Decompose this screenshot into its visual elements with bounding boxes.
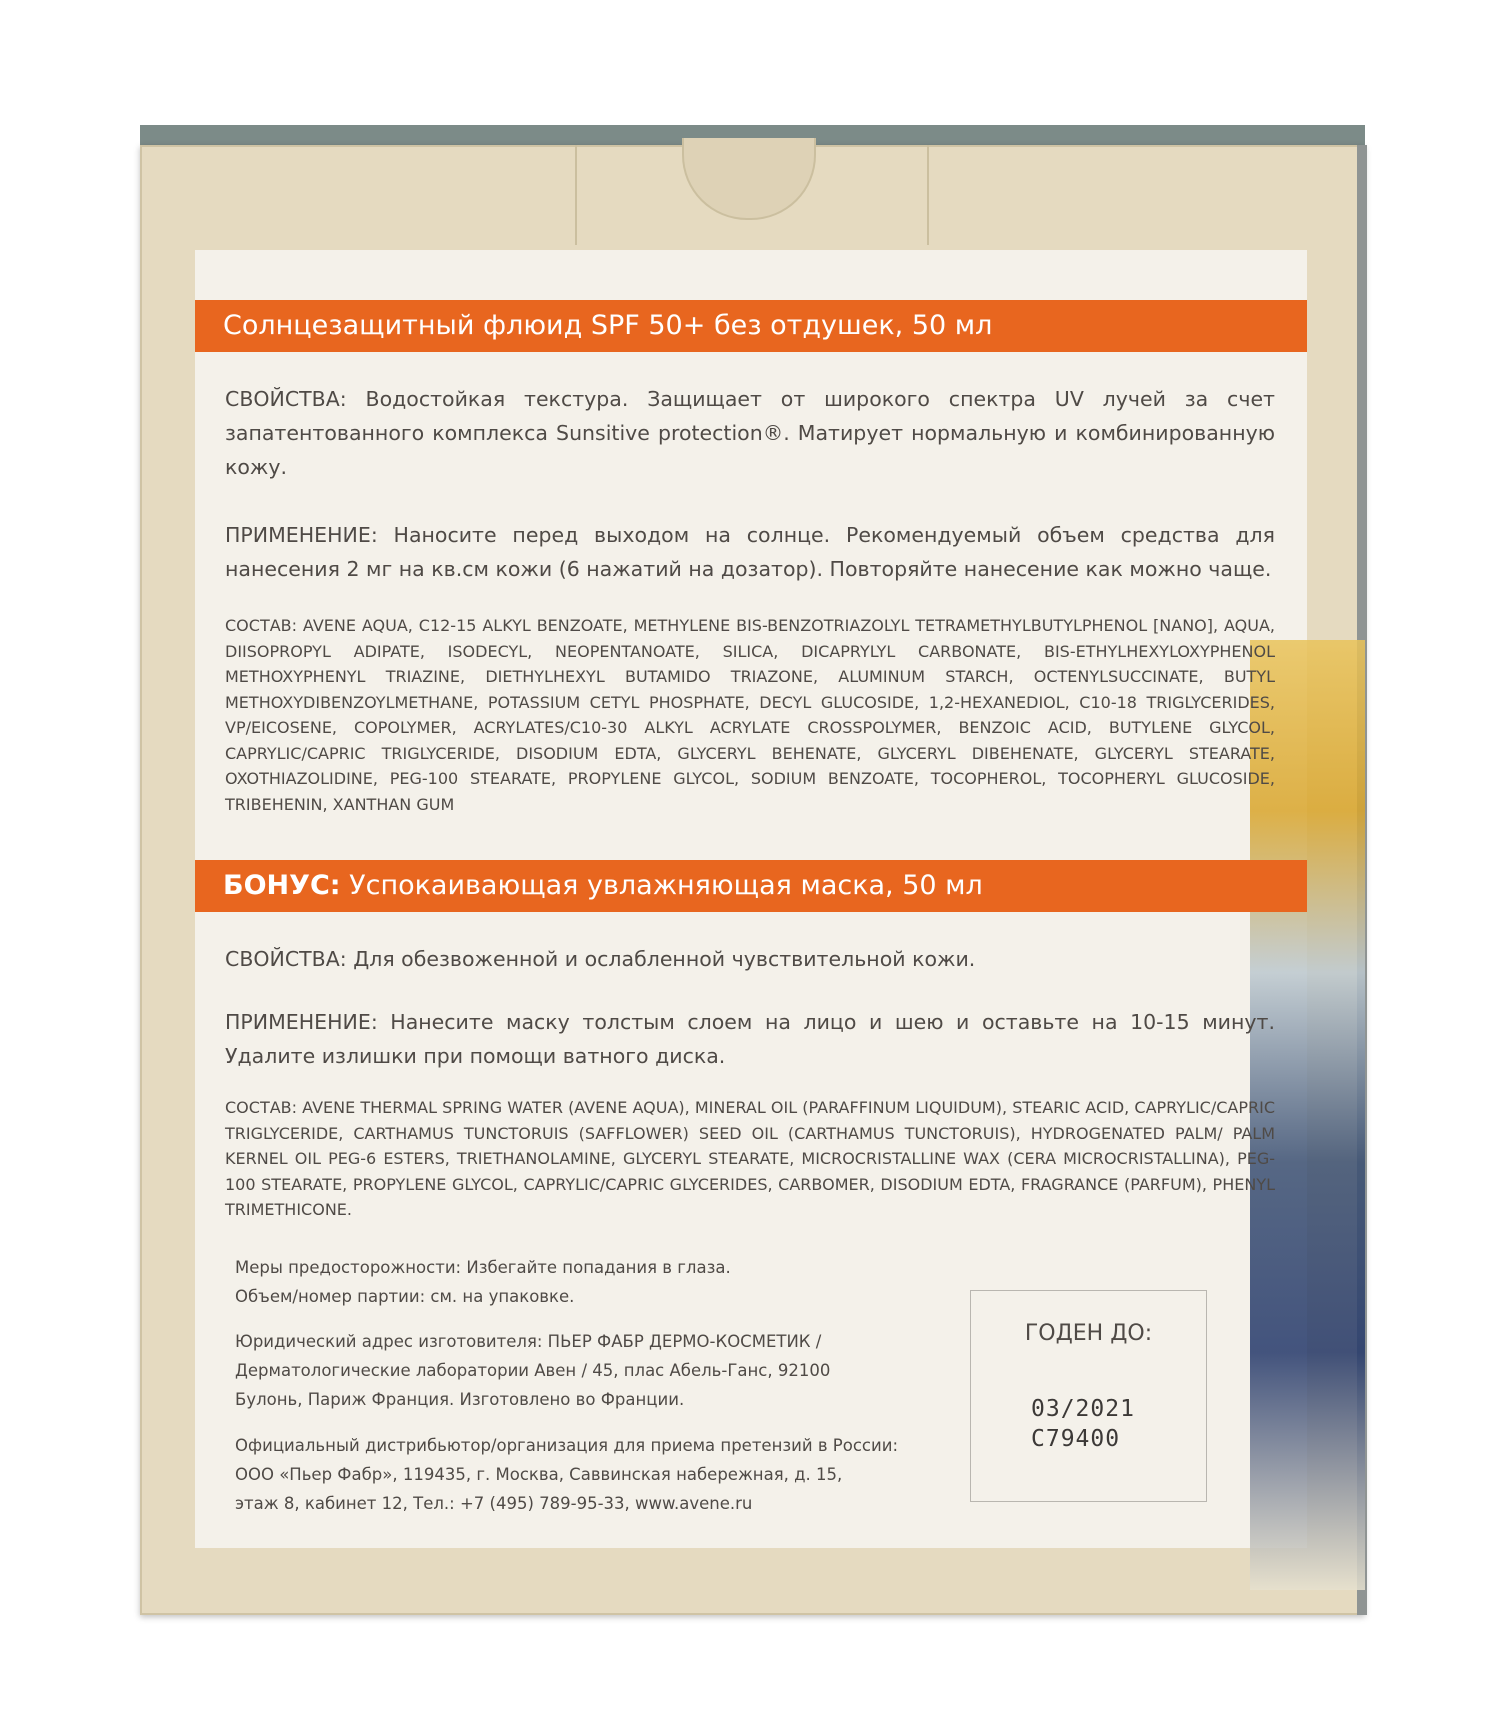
properties-text-2: СВОЙСТВА: Для обезвоженной и ослабленной чувствительной кожи. (225, 947, 976, 971)
bonus-prefix: БОНУС: (223, 870, 341, 901)
expiry-title: ГОДЕН ДО: (1024, 1321, 1153, 1346)
precautions-line-1: Меры предосторожности: Избегайте попадания в глаза. (235, 1258, 731, 1277)
product-title-band (195, 300, 1307, 352)
distributor-line-3: этаж 8, кабинет 12, Тел.: +7 (495) 789-95-33, www.avene.ru (235, 1494, 753, 1513)
address-line-2: Дерматологические лаборатории Авен / 45, плас Абель-Ганс, 92100 (235, 1361, 831, 1380)
distributor-line-1: Официальный дистрибьютор/организация для приема претензий в России: (235, 1436, 899, 1455)
distributor-line-2: ООО «Пьер Фабр», 119435, г. Москва, Саввинская набережная, д. 15, (235, 1465, 843, 1484)
usage-text-1: ПРИМЕНЕНИЕ: Наносите перед выходом на солнце. Рекомендуемый объем средства для нанесения 2 мг на кв.см кожи (6 нажатий на дозатор). Повторяйте нанесение как можно чаще. (225, 523, 1275, 581)
expiry-stamp-box (970, 1290, 1207, 1502)
bonus-title: Успокаивающая увлажняющая маска, 50 мл (340, 870, 983, 901)
address-line-3: Булонь, Париж Франция. Изготовлено во Франции. (235, 1390, 685, 1409)
precautions-line-2: Объем/номер партии: см. на упаковке. (235, 1287, 575, 1306)
bonus-title-band (195, 860, 1307, 912)
product-title: Солнцезащитный флюид SPF 50+ без отдушек, 50 мл (223, 310, 993, 341)
batch-number: C79400 (1031, 1426, 1121, 1452)
usage-text-2: ПРИМЕНЕНИЕ: Нанесите маску толстым слоем на лицо и шею и оставьте на 10-15 минут. Удалите излишки при помощи ватного диска. (225, 1010, 1275, 1068)
expiry-date: 03/2021 (1031, 1396, 1135, 1422)
composition-text-2: СОСТАВ: AVENE THERMAL SPRING WATER (AVENE AQUA), MINERAL OIL (PARAFFINUM LIQUIDUM), STEARIC ACID, CAPRYLIC/CAPRIC TRIGLYCERIDE, CARTHAMUS TUNCTORUIS (SAFFLOWER) SEED OIL (CARTHAMUS TUNCTORUIS), HYDROGENATED PALM/ PALM KERNEL OIL PEG-6 ESTERS, TRIETHANOLAMINE, GLYCERYL STEARATE, MICROCRISTALLINE WAX (CERA MICROCRISTALLINA), PEG-100 STEARATE, PROPYLENE GLYCOL, CAPRYLIC/CAPRIC GLYCERIDES, CARBOMER, DISODIUM EDTA, FRAGRANCE (PARFUM), PHENYL TRIMETHICONE. (225, 1098, 1275, 1219)
address-line-1: Юридический адрес изготовителя: ПЬЕР ФАБР ДЕРМО-КОСМЕТИК / (235, 1332, 822, 1351)
composition-text-1: СОСТАВ: AVENE AQUA, C12-15 ALKYL BENZOATE, METHYLENE BIS-BENZOTRIAZOLYL TETRAMETHYLBUTYLPHENOL [NANO], AQUA, DIISOPROPYL ADIPATE, ISODECYL, NEOPENTANOATE, SILICA, DICAPRYLYL CARBONATE, BIS-ETHYLHEXYLOXYPHENOL METHOXYPHENYL TRIAZINE, DIETHYLHEXYL BUTAMIDO TRIAZONE, ALUMINUM STARCH, OCTENYLSUCCINATE, BUTYL METHOXYDIBENZOYLMETHANE, POTASSIUM CETYL PHOSPHATE, DECYL GLUCOSIDE, 1,2-HEXANEDIOL, C10-18 TRIGLYCERIDES, VP/EICOSENE, COPOLYMER, ACRYLATES/C10-30 ALKYL ACRYLATE CROSSPOLYMER, BENZOIC ACID, BUTYLENE GLYCOL, CAPRYLIC/CAPRIC TRIGLYCERIDE, DISODIUM EDTA, GLYCERYL BEHENATE, GLYCERYL DIBEHENATE, GLYCERYL STEARATE, OXOTHIAZOLIDINE, PEG-100 STEARATE, PROPYLENE GLYCOL, SODIUM BENZOATE, TOCOPHEROL, TOCOPHERYL GLUCOSIDE, TRIBEHENIN, XANTHAN GUM (225, 616, 1275, 814)
properties-text-1: СВОЙСТВА: Водостойкая текстура. Защищает от широкого спектра UV лучей за счет запатентованного комплекса Sunsitive protection®. Матирует нормальную и комбинированную кожу. (225, 387, 1275, 479)
